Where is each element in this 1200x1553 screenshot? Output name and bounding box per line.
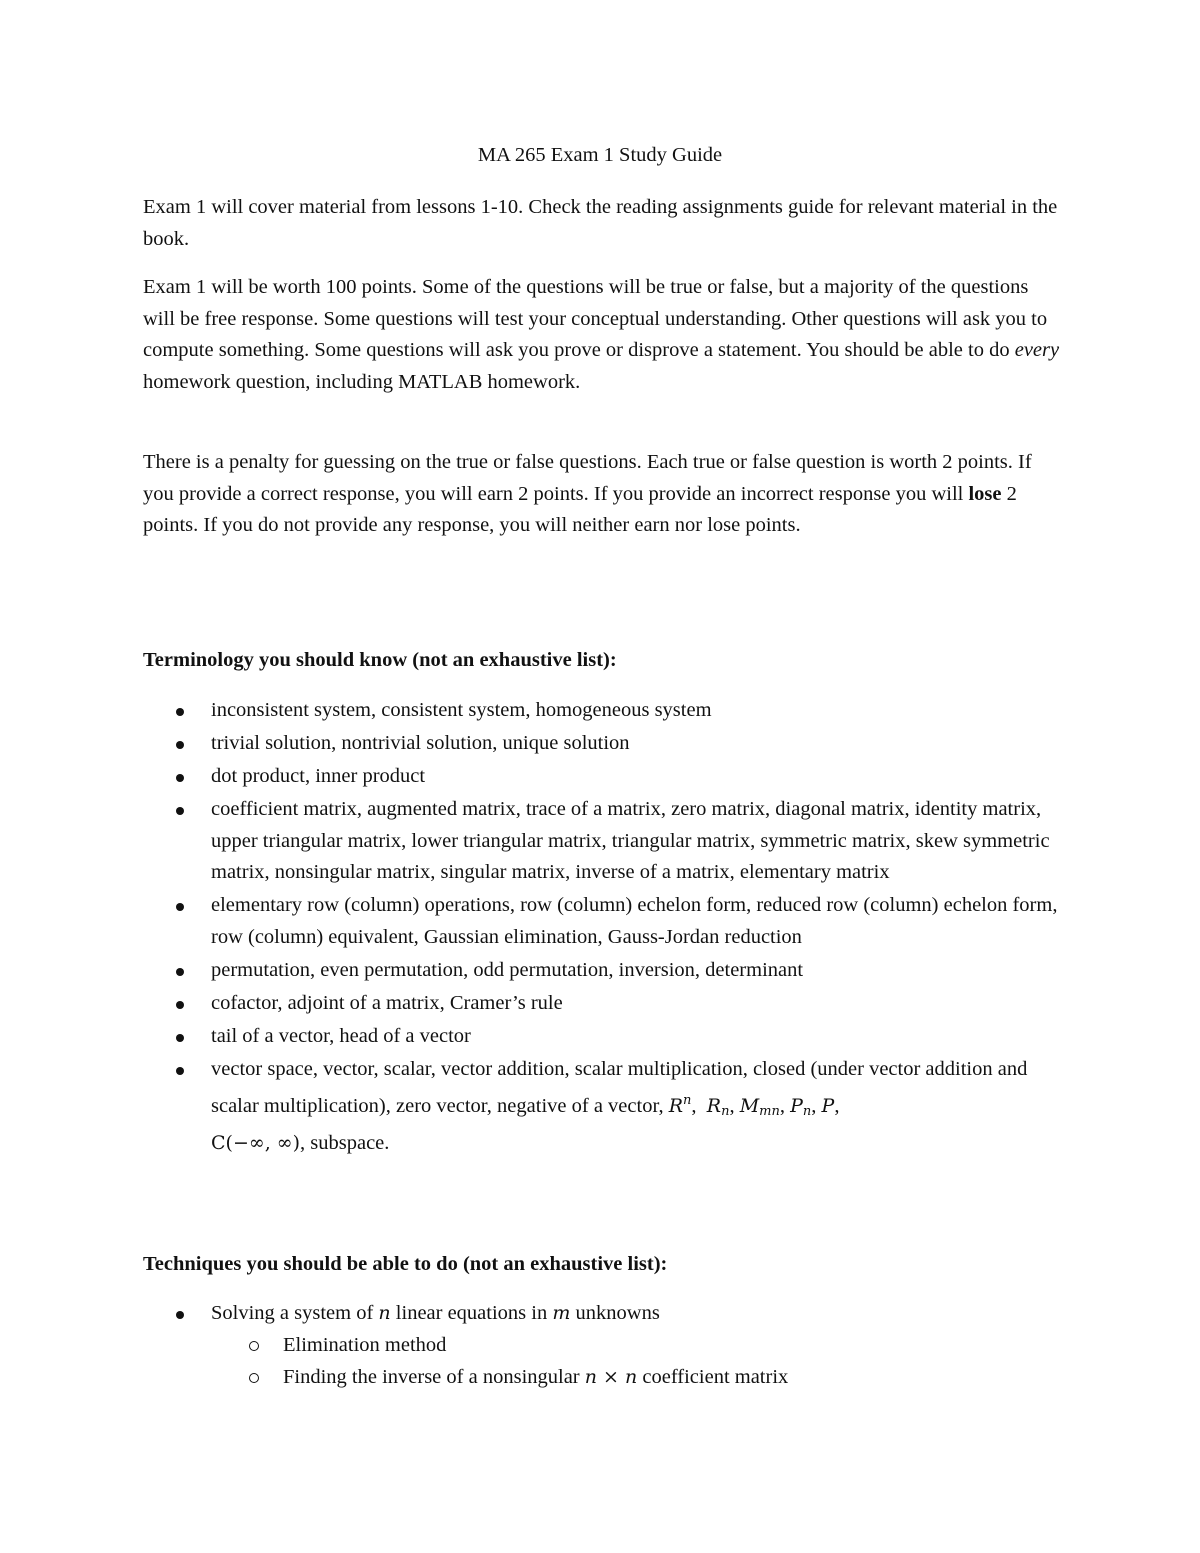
techniques-list <box>143 1298 1073 1395</box>
list-item: elementary row (column) operations, row (column) echelon form, reduced row (column) echelon form, row (column) equivalent, Gaussian elimination, Gauss-Jordan reduction <box>143 890 1073 953</box>
paragraph-text: 2 points. If you do not provide any response, you will neither earn nor lose points. <box>143 482 1017 536</box>
techniques-heading: Techniques you should be able to do (not an exhaustive list): <box>143 1253 668 1275</box>
bullet-icon <box>176 741 184 749</box>
intro-paragraph-3 <box>143 447 1063 542</box>
bullet-icon <box>176 903 184 911</box>
bullet-icon <box>176 1034 184 1042</box>
math-symbol: P <box>821 1095 835 1117</box>
emphasis-every: every <box>1014 339 1060 361</box>
math-symbol: P <box>790 1095 803 1117</box>
math-variable: m <box>552 1302 571 1324</box>
list-item: tail of a vector, head of a vector <box>143 1021 1073 1053</box>
bullet-icon <box>176 807 184 815</box>
list-item: coefficient matrix, augmented matrix, trace of a matrix, zero matrix, diagonal matrix, identity matrix, upper triangular matrix, lower triangular matrix, triangular matrix, symmetric matrix, skew symmetric matrix, nonsingular matrix, singular matrix, inverse of a matrix, elementary matrix <box>143 794 1073 889</box>
math-subscript: n <box>802 1104 812 1119</box>
sub-list <box>211 1330 1073 1394</box>
math-subscript: mn <box>759 1104 780 1119</box>
sub-list-item: Finding the inverse of a nonsingular n × n coefficient matrix <box>211 1362 1073 1394</box>
paragraph-text: There is a penalty for guessing on the true or false questions. Each true or false question is worth 2 points. If you provide a correct response, you will earn 2 points. If you provide an incorrect response you will <box>143 451 1032 505</box>
paragraph-text: Exam 1 will be worth 100 points. Some of the questions will be true or false, but a majority of the questions will be free response. Some questions will test your conceptual understanding. Other questions will ask you to compute something. Some questions will ask you prove or disprove a statement. You should be able to do <box>143 276 1048 361</box>
math-symbol: R <box>668 1095 684 1117</box>
list-item: dot product, inner product <box>143 761 1073 793</box>
math-superscript: n <box>683 1093 692 1108</box>
circle-bullet-icon <box>249 1373 259 1383</box>
bullet-icon <box>176 708 184 716</box>
intro-paragraph-1: Exam 1 will cover material from lessons 1-10. Check the reading assignments guide for relevant material in the book. <box>143 196 1058 250</box>
paragraph-text: homework question, including MATLAB homework. <box>143 370 581 393</box>
list-item: Solving a system of n linear equations in m unknowns Elimination method Finding the inverse of a nonsingular n × n coefficient matrix <box>143 1298 1073 1394</box>
bullet-icon <box>176 774 184 782</box>
bold-lose: lose <box>968 482 1002 505</box>
page-title: MA 265 Exam 1 Study Guide <box>477 144 723 166</box>
terminology-list <box>143 695 1073 1161</box>
bullet-icon <box>176 1311 184 1319</box>
math-expression: n × n <box>584 1366 638 1388</box>
math-subscript: n <box>721 1104 730 1119</box>
terminology-heading: Terminology you should know (not an exhaustive list): <box>143 649 617 671</box>
circle-bullet-icon <box>249 1341 259 1351</box>
math-expression: C(−∞, ∞) <box>211 1131 301 1154</box>
list-item: trivial solution, nontrivial solution, unique solution <box>143 728 1073 760</box>
list-item-vector-space: vector space, vector, scalar, vector addition, scalar multiplication, closed (under vector addition and scalar multiplication), zero vector, negative of a vector, $R^n$, $R_n$, $M_{mn}$, $P_n$, P, C(−∞, ∞), subspace. <box>143 1054 1073 1160</box>
math-symbol: M <box>739 1095 760 1117</box>
list-item: inconsistent system, consistent system, homogeneous system <box>143 695 1073 727</box>
sub-list-item: Elimination method <box>211 1330 1073 1362</box>
intro-paragraph-2 <box>143 272 1063 398</box>
bullet-icon <box>176 1067 184 1075</box>
bullet-icon <box>176 968 184 976</box>
list-item: permutation, even permutation, odd permutation, inversion, determinant <box>143 955 1073 987</box>
math-symbol: R <box>706 1095 722 1117</box>
bullet-icon <box>176 1001 184 1009</box>
list-item: cofactor, adjoint of a matrix, Cramer’s rule <box>143 988 1073 1020</box>
math-variable: n <box>378 1302 391 1324</box>
